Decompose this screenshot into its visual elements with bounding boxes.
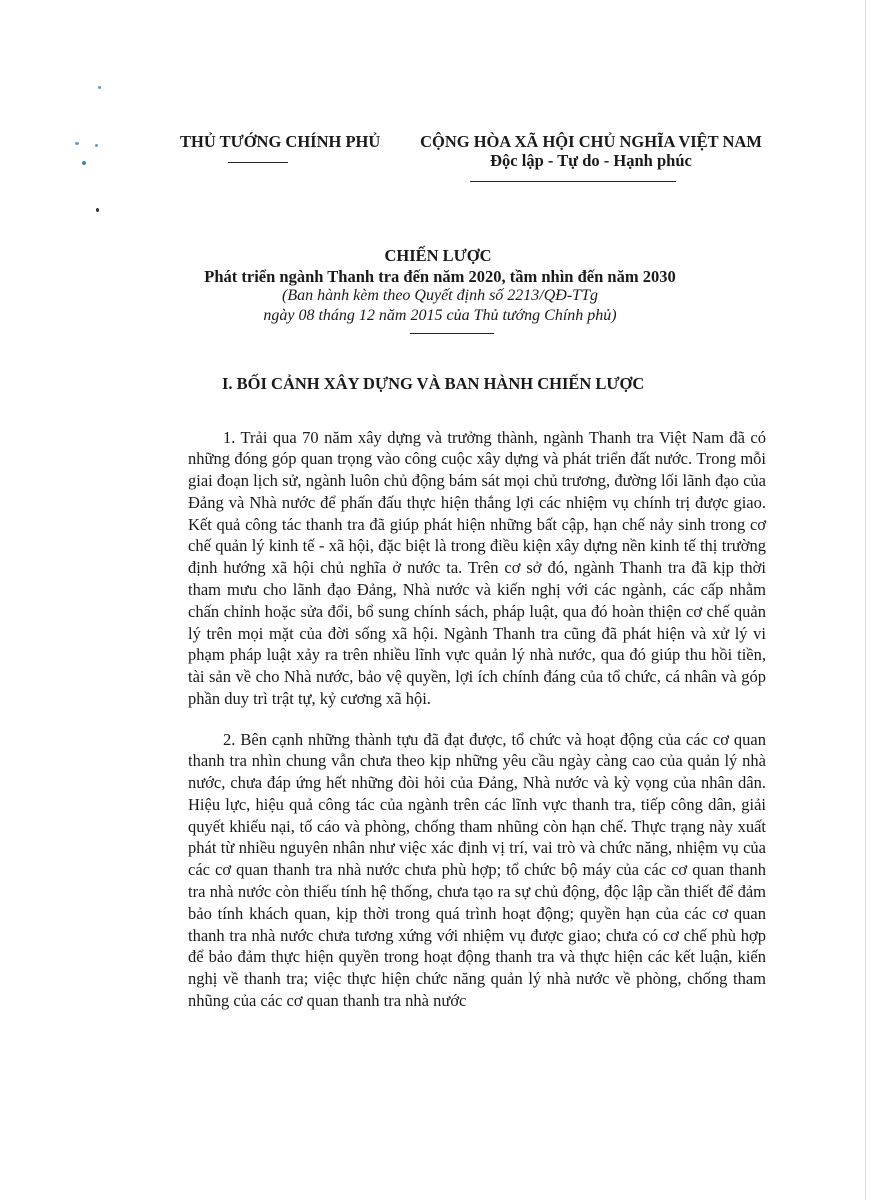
agency-underline: [228, 162, 288, 163]
paragraph-2: 2. Bên cạnh những thành tựu đã đạt được, tổ chức và hoạt động của các cơ quan thanh tra nhìn chung vẫn chưa theo kịp những yêu cầu ngày càng cao của quản lý nhà nước, chưa đáp ứng hết những đòi hỏi của Đảng, Nhà nước và kỳ vọng của nhân dân. Hiệu lực, hiệu quả công tác của ngành trên các lĩnh vực thanh tra, tiếp công dân, giải quyết khiếu nại, tố cáo và phòng, chống tham nhũng còn hạn chế. Thực trạng này xuất phát từ nhiều nguyên nhân như việc xác định vị trí, vai trò và chức năng, nhiệm vụ của các cơ quan thanh tra nhà nước chưa phù hợp; tổ chức bộ máy của các cơ quan thanh tra nhà nước còn thiếu tính hệ thống, chưa tạo ra sự chủ động, độc lập cần thiết để đảm bảo tính khách quan, kịp thời trong quá trình hoạt động; quyền hạn của các cơ quan thanh tra nhà nước chưa tương xứng với nhiệm vụ được giao; chưa có cơ chế phù hợp để bảo đảm thực hiện quyền trong hoạt động thanh tra và thực hiện các kết luận, kiến nghị về thanh tra; việc thực hiện chức năng quản lý nhà nước về phòng, chống tham nhũng của các cơ quan thanh tra nhà nước: [188, 729, 766, 1011]
issuance-note-line-2: ngày 08 tháng 12 năm 2015 của Thủ tướng Chính phủ): [263, 307, 617, 324]
scan-speck: [95, 144, 98, 147]
scan-edge-line: [865, 0, 866, 1200]
document-subtitle: Phát triển ngành Thanh tra đến năm 2020, tầm nhìn đến năm 2030: [204, 267, 676, 286]
issuance-note-line-1: (Ban hành kèm theo Quyết định số 2213/QĐ-TTg: [282, 287, 598, 304]
scan-speck: [98, 86, 101, 89]
title-underline: [410, 333, 494, 334]
motto-underline: [470, 181, 676, 182]
national-motto: Độc lập - Tự do - Hạnh phúc: [490, 151, 692, 170]
issuing-agency: THỦ TƯỚNG CHÍNH PHỦ: [180, 132, 381, 151]
national-title: CỘNG HÒA XÃ HỘI CHỦ NGHĨA VIỆT NAM: [420, 132, 762, 151]
scan-speck: [75, 142, 79, 145]
scan-speck: [82, 161, 86, 165]
paragraph-1: 1. Trải qua 70 năm xây dựng và trưởng thành, ngành Thanh tra Việt Nam đã có những đóng góp quan trọng vào công cuộc xây dựng và phát triển đất nước. Trong mỗi giai đoạn lịch sử, ngành luôn chủ động bám sát mọi chủ trương, đường lối lãnh đạo của Đảng và Nhà nước để phấn đấu thực hiện thắng lợi các nhiệm vụ chính trị được giao. Kết quả công tác thanh tra đã giúp phát hiện những bất cập, hạn chế nảy sinh trong cơ chế quản lý kinh tế - xã hội, đặc biệt là trong điều kiện xây dựng nền kinh tế thị trường định hướng xã hội chủ nghĩa ở nước ta. Trên cơ sở đó, ngành Thanh tra đã kịp thời tham mưu cho lãnh đạo Đảng, Nhà nước và kiến nghị với các ngành, các cấp nhằm chấn chỉnh hoặc sửa đổi, bổ sung chính sách, pháp luật, qua đó hoàn thiện cơ chế quản lý trên mọi mặt của đời sống xã hội. Ngành Thanh tra cũng đã phát hiện và xử lý vi phạm pháp luật xảy ra trên nhiều lĩnh vực quản lý nhà nước, qua đó giúp thu hồi tiền, tài sản về cho Nhà nước, bảo vệ quyền, lợi ích chính đáng của tổ chức, cá nhân và góp phần duy trì trật tự, kỷ cương xã hội.: [188, 427, 766, 709]
document-title: CHIẾN LƯỢC: [384, 246, 492, 265]
scan-speck: [96, 208, 99, 212]
section-heading: I. BỐI CẢNH XÂY DỰNG VÀ BAN HÀNH CHIẾN LƯỢC: [222, 374, 645, 393]
